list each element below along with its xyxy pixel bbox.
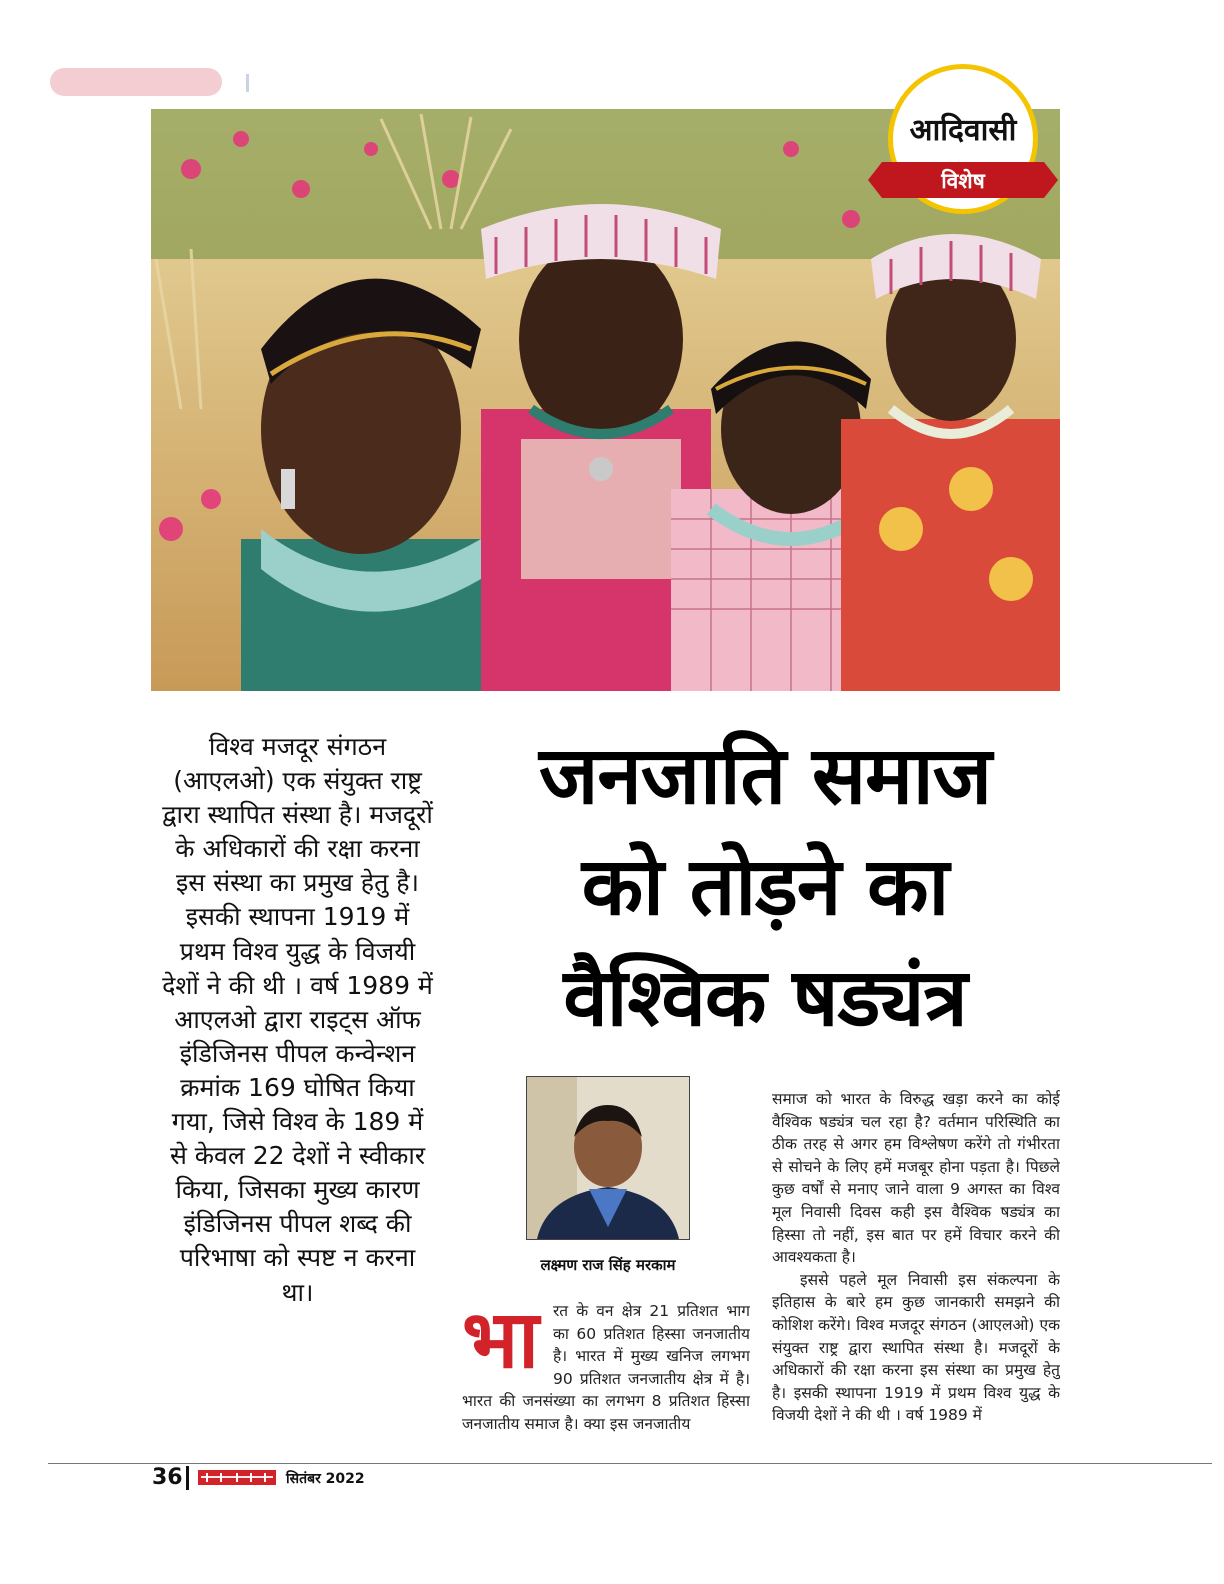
badge-title: आदिवासी [909,113,1017,148]
header-tab-pill [50,68,222,96]
section-badge [888,64,1036,212]
footer-separator [186,1466,189,1490]
headline-line-2: को तोड़ने का [581,840,949,933]
badge-subtitle: विशेष [941,169,985,193]
author-photo [526,1076,690,1240]
footer-divider [48,1463,1212,1464]
article-column-1 [462,1300,750,1440]
issue-date: सितंबर 2022 [286,1471,365,1487]
article-column-2 [772,1088,1060,1440]
page-number: 36 [152,1465,183,1490]
headline-line-3: वैश्विक षड्यंत्र [563,951,967,1044]
article-paragraph: इससे पहले मूल निवासी इस संकल्पना के इतिहास के बारे हम कुछ जानकारी समझने की कोशिश करेंगे। विश्व मजदूर संगठन (आएलओ) एक संयुक्त राष्ट्र द्वारा स्थापित संस्था है। मजदूरों के अधिकारों की रक्षा करना इस संस्था का प्रमुख हेतु है। इसकी स्थापना 1919 में प्रथम विश्व युद्ध के विजयी देशों ने की थी । वर्ष 1989 में [772,1270,1060,1425]
article-body-text: रत के वन क्षेत्र 21 प्रतिशत भाग का 60 प्रतिशत हिस्सा जनजातीय है। भारत में मुख्य खनिज लगभग 90 प्रतिशत जनजातीय क्षेत्र में है। भारत की जनसंख्या का लगभग 8 प्रतिशत हिस्सा जनजातीय समाज है। क्या इस जनजातीय [462,1302,750,1433]
magazine-logo [198,1470,276,1485]
article-paragraph: समाज को भारत के विरुद्ध खड़ा करने का कोई वैश्विक षड्यंत्र चल रहा है? वर्तमान परिस्थिति का ठीक तरह से अगर हम विश्लेषण करेंगे तो गंभीरता से सोचने के लिए हमें मजबूर होना पड़ता है। पिछले कुछ वर्षों से मनाए जाने वाला 9 अगस्त का विश्व मूल निवासी दिवस कही इस वैश्विक षड्यंत्र का हिस्सा तो नहीं, इस बात पर हमें विचार करने की आवश्यकता है। [772,1090,1060,1267]
header-tick-mark [246,74,249,92]
article-headline [470,720,1060,1053]
drop-cap: भा [462,1300,539,1386]
sidebar-pull-quote: विश्व मजदूर संगठन (आएलओ) एक संयुक्त राष्ट्र द्वारा स्थापित संस्था है। मजदूरों के अधिकारों की रक्षा करना इस संस्था का प्रमुख हेतु है। इसकी स्थापना 1919 में प्रथम विश्व युद्ध के विजयी देशों ने की थी । वर्ष 1989 में आएलओ द्वारा राइट्स ऑफ इंडिजिनस पीपल कन्वेन्शन क्रमांक 169 घोषित किया गया, जिसे विश्व के 189 में से केवल 22 देशों ने स्वीकार किया, जिसका मुख्य कारण इंडिजिनस पीपल शब्द की परिभाषा को स्पष्ट न करना था। [162,732,433,1307]
author-name: लक्ष्मण राज सिंह मरकाम [540,1256,676,1274]
headline-line-1: जनजाति समाज [538,729,991,822]
